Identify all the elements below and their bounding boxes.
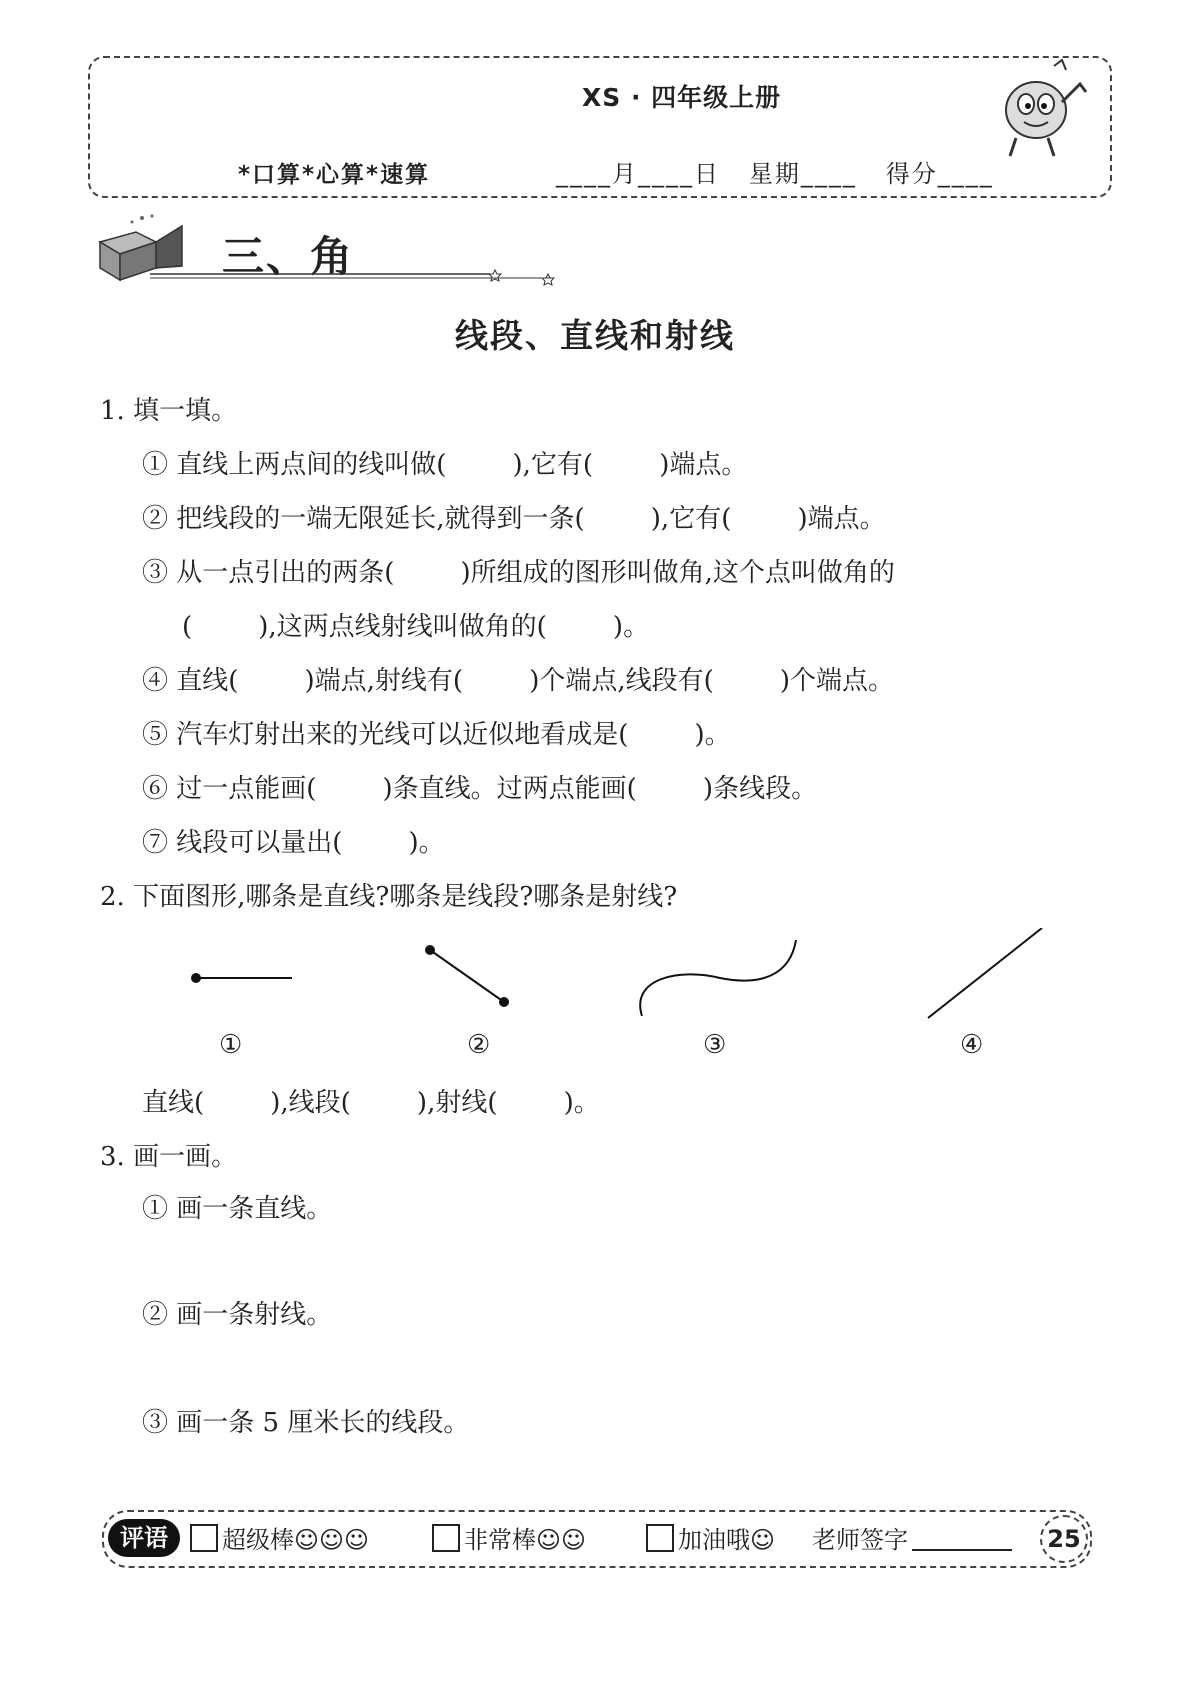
figure-label-1: ① bbox=[219, 1030, 243, 1060]
figure-label-4: ④ bbox=[960, 1030, 984, 1060]
q3-item-1: ① 画一条直线。 bbox=[142, 1194, 333, 1224]
section-title: 线段、直线和射线 bbox=[455, 316, 735, 355]
header-slogan: *口算*心算*速算 bbox=[238, 162, 431, 188]
option-super-label: 超级棒☺☺☺ bbox=[222, 1526, 370, 1554]
checkbox-keep-going[interactable] bbox=[646, 1524, 674, 1552]
mascot-icon bbox=[996, 58, 1092, 162]
line-figures bbox=[180, 928, 1060, 1028]
header-title: XS · 四年级上册 bbox=[582, 83, 782, 112]
figure-label-2: ② bbox=[467, 1030, 491, 1060]
signature-label: 老师签字 bbox=[812, 1526, 908, 1554]
comment-badge: 评语 bbox=[108, 1519, 180, 1557]
q1-item-1: ① 直线上两点间的线叫做( ),它有( )端点。 bbox=[142, 450, 748, 480]
page-number: 25 bbox=[1040, 1515, 1088, 1563]
q3-item-2: ② 画一条射线。 bbox=[142, 1300, 333, 1330]
q1-item-7: ⑦ 线段可以量出( )。 bbox=[142, 828, 445, 858]
option-very-good-label: 非常棒☺☺ bbox=[464, 1526, 587, 1554]
header-date-fields: ____月____日 星期____ 得分____ bbox=[556, 160, 994, 188]
figure-label-3: ③ bbox=[703, 1030, 727, 1060]
figure-1-ray bbox=[191, 973, 292, 983]
q1-item-4: ④ 直线( )端点,射线有( )个端点,线段有( )个端点。 bbox=[142, 666, 895, 696]
checkbox-super[interactable] bbox=[190, 1524, 218, 1552]
option-very-good[interactable] bbox=[432, 1520, 586, 1555]
figure-2-segment bbox=[425, 945, 509, 1007]
q3-title: 3. 画一画。 bbox=[100, 1142, 238, 1172]
figure-3-curve bbox=[640, 940, 796, 1016]
signature-line[interactable] bbox=[912, 1525, 1012, 1551]
chapter-title: 三、角 bbox=[222, 232, 355, 281]
checkbox-very-good[interactable] bbox=[432, 1524, 460, 1552]
q1-title: 1. 填一填。 bbox=[100, 396, 238, 426]
q3-item-3: ③ 画一条 5 厘米长的线段。 bbox=[142, 1408, 470, 1438]
option-keep-going[interactable] bbox=[646, 1520, 775, 1555]
q1-item-3-cont: ( ),这两点线射线叫做角的( )。 bbox=[182, 612, 650, 642]
q1-item-6: ⑥ 过一点能画( )条直线。过两点能画( )条线段。 bbox=[142, 774, 818, 804]
q1-item-2: ② 把线段的一端无限延长,就得到一条( ),它有( )端点。 bbox=[142, 504, 886, 534]
chapter-underline bbox=[150, 268, 560, 288]
q2-title: 2. 下面图形,哪条是直线?哪条是线段?哪条是射线? bbox=[100, 882, 678, 912]
teacher-signature bbox=[812, 1520, 1012, 1555]
q1-item-3: ③ 从一点引出的两条( )所组成的图形叫做角,这个点叫做角的 bbox=[142, 558, 895, 588]
figure-4-line bbox=[928, 928, 1042, 1018]
q2-answer-line: 直线( ),线段( ),射线( )。 bbox=[142, 1088, 600, 1118]
q1-item-5: ⑤ 汽车灯射出来的光线可以近似地看成是( )。 bbox=[142, 720, 731, 750]
option-super[interactable] bbox=[190, 1520, 369, 1555]
option-keep-going-label: 加油哦☺ bbox=[678, 1526, 776, 1554]
